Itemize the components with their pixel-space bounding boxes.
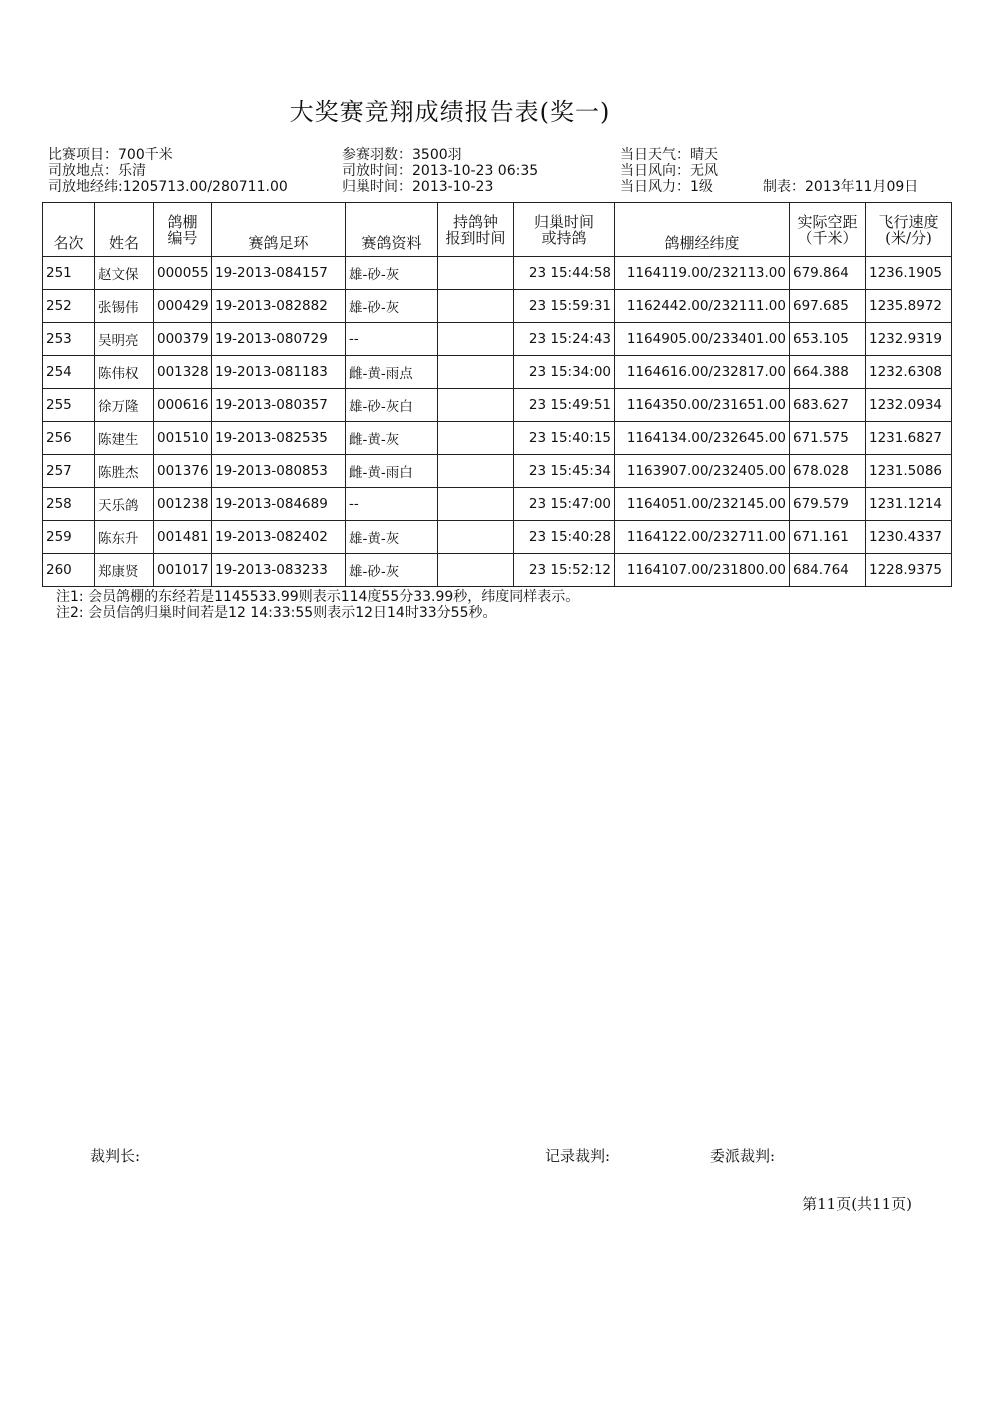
cell-info: 雌-黄-灰 [346, 422, 438, 455]
table-row [43, 521, 952, 554]
cell-speed: 1236.1905 [866, 257, 952, 290]
cell-ring: 19-2013-080357 [212, 389, 346, 422]
cell-loft-id: 001376 [154, 455, 212, 488]
cell-loft-id: 001481 [154, 521, 212, 554]
header-speed: 飞行速度 (米/分) [866, 203, 952, 257]
cell-info: 雄-砂-灰白 [346, 389, 438, 422]
header-distance: 实际空距 （千米） [790, 203, 866, 257]
release-time: 司放时间：2013-10-23 06:35 [342, 163, 539, 179]
cell-arrival: 23 15:40:28 [514, 521, 615, 554]
cell-name: 张锡伟 [95, 290, 154, 323]
cell-ring: 19-2013-084157 [212, 257, 346, 290]
cell-coords: 1164616.00/232817.00 [615, 356, 790, 389]
header-loft-id: 鸽棚 编号 [154, 203, 212, 257]
wind-force: 当日风力：1级 [620, 179, 713, 195]
table-row [43, 290, 952, 323]
cell-coords: 1164905.00/233401.00 [615, 323, 790, 356]
header-info: 赛鸽资料 [346, 203, 438, 257]
release-coordinates: 司放地经纬:1205713.00/280711.00 [48, 179, 288, 195]
cell-distance: 664.388 [790, 356, 866, 389]
cell-speed: 1232.9319 [866, 323, 952, 356]
cell-arrival: 23 15:24:43 [514, 323, 615, 356]
cell-loft-id: 001328 [154, 356, 212, 389]
header-name: 姓名 [95, 203, 154, 257]
cell-clock [438, 290, 514, 323]
race-item: 比赛项目：700千米 [48, 147, 173, 163]
cell-ring: 19-2013-081183 [212, 356, 346, 389]
cell-speed: 1232.0934 [866, 389, 952, 422]
cell-loft-id: 001017 [154, 554, 212, 587]
cell-clock [438, 521, 514, 554]
cell-rank: 254 [43, 356, 95, 389]
cell-name: 徐万隆 [95, 389, 154, 422]
note-1: 注1: 会员鸽棚的东经若是1145533.99则表示114度55分33.99秒，纬度同样表示。 [56, 589, 580, 605]
cell-loft-id: 001510 [154, 422, 212, 455]
table-row [43, 455, 952, 488]
cell-arrival: 23 15:52:12 [514, 554, 615, 587]
cell-name: 赵文保 [95, 257, 154, 290]
cell-speed: 1231.1214 [866, 488, 952, 521]
cell-ring: 19-2013-082882 [212, 290, 346, 323]
cell-arrival: 23 15:45:34 [514, 455, 615, 488]
cell-rank: 260 [43, 554, 95, 587]
cell-distance: 653.105 [790, 323, 866, 356]
cell-ring: 19-2013-083233 [212, 554, 346, 587]
chief-referee-label: 裁判长: [90, 1147, 141, 1165]
cell-rank: 258 [43, 488, 95, 521]
recording-referee-label: 记录裁判: [545, 1147, 611, 1165]
cell-name: 陈胜杰 [95, 455, 154, 488]
cell-clock [438, 323, 514, 356]
cell-speed: 1232.6308 [866, 356, 952, 389]
header-ring: 赛鸽足环 [212, 203, 346, 257]
cell-arrival: 23 15:59:31 [514, 290, 615, 323]
cell-clock [438, 356, 514, 389]
cell-info: 雄-黄-灰 [346, 521, 438, 554]
cell-clock [438, 422, 514, 455]
entry-count: 参赛羽数：3500羽 [342, 147, 462, 163]
cell-rank: 259 [43, 521, 95, 554]
table-header-row [43, 203, 952, 257]
cell-coords: 1164107.00/231800.00 [615, 554, 790, 587]
cell-distance: 671.575 [790, 422, 866, 455]
cell-distance: 679.864 [790, 257, 866, 290]
cell-ring: 19-2013-082402 [212, 521, 346, 554]
cell-clock [438, 389, 514, 422]
table-row [43, 257, 952, 290]
cell-loft-id: 000429 [154, 290, 212, 323]
note-2: 注2: 会员信鸽归巢时间若是12 14:33:55则表示12日14时33分55秒。 [56, 605, 497, 621]
cell-clock [438, 488, 514, 521]
info-block-right [620, 147, 718, 195]
release-location: 司放地点：乐清 [48, 163, 146, 179]
cell-arrival: 23 15:47:00 [514, 488, 615, 521]
cell-speed: 1235.8972 [866, 290, 952, 323]
header-clock: 持鸽钟 报到时间 [438, 203, 514, 257]
cell-coords: 1162442.00/232111.00 [615, 290, 790, 323]
table-row [43, 554, 952, 587]
cell-info: 雄-砂-灰 [346, 257, 438, 290]
cell-distance: 678.028 [790, 455, 866, 488]
cell-rank: 253 [43, 323, 95, 356]
cell-arrival: 23 15:34:00 [514, 356, 615, 389]
cell-coords: 1164051.00/232145.00 [615, 488, 790, 521]
cell-speed: 1230.4337 [866, 521, 952, 554]
notes [56, 589, 579, 621]
cell-name: 陈伟权 [95, 356, 154, 389]
cell-info: 雌-黄-雨白 [346, 455, 438, 488]
header-arrival: 归巢时间 或持鸽 [514, 203, 615, 257]
cell-arrival: 23 15:44:58 [514, 257, 615, 290]
results-table [42, 202, 952, 587]
cell-clock [438, 455, 514, 488]
cell-name: 陈东升 [95, 521, 154, 554]
table-row [43, 356, 952, 389]
cell-name: 天乐鸽 [95, 488, 154, 521]
delegated-referee-label: 委派裁判: [710, 1147, 776, 1165]
cell-distance: 671.161 [790, 521, 866, 554]
cell-distance: 684.764 [790, 554, 866, 587]
page-number: 第11页(共11页) [802, 1195, 912, 1213]
cell-clock [438, 554, 514, 587]
cell-speed: 1231.6827 [866, 422, 952, 455]
cell-arrival: 23 15:49:51 [514, 389, 615, 422]
cell-info: -- [346, 488, 438, 521]
cell-ring: 19-2013-082535 [212, 422, 346, 455]
cell-speed: 1231.5086 [866, 455, 952, 488]
cell-ring: 19-2013-084689 [212, 488, 346, 521]
cell-name: 吴明亮 [95, 323, 154, 356]
cell-clock [438, 257, 514, 290]
cell-ring: 19-2013-080853 [212, 455, 346, 488]
cell-distance: 679.579 [790, 488, 866, 521]
info-block-middle [342, 147, 538, 195]
weather: 当日天气：晴天 [620, 147, 718, 163]
cell-distance: 683.627 [790, 389, 866, 422]
made-date: 制表：2013年11月09日 [763, 179, 919, 195]
wind-direction: 当日风向：无风 [620, 163, 718, 179]
cell-loft-id: 000379 [154, 323, 212, 356]
cell-coords: 1164122.00/232711.00 [615, 521, 790, 554]
homing-date: 归巢时间：2013-10-23 [342, 179, 494, 195]
cell-rank: 257 [43, 455, 95, 488]
info-block-left [48, 147, 288, 195]
header-coords: 鸽棚经纬度 [615, 203, 790, 257]
cell-distance: 697.685 [790, 290, 866, 323]
table-row [43, 488, 952, 521]
cell-rank: 255 [43, 389, 95, 422]
table-row [43, 389, 952, 422]
cell-loft-id: 001238 [154, 488, 212, 521]
cell-rank: 256 [43, 422, 95, 455]
cell-loft-id: 000055 [154, 257, 212, 290]
table-row [43, 422, 952, 455]
cell-loft-id: 000616 [154, 389, 212, 422]
cell-info: -- [346, 323, 438, 356]
page-title: 大奖赛竞翔成绩报告表(奖一) [289, 98, 611, 126]
cell-info: 雄-砂-灰 [346, 290, 438, 323]
header-rank: 名次 [43, 203, 95, 257]
cell-info: 雄-砂-灰 [346, 554, 438, 587]
cell-speed: 1228.9375 [866, 554, 952, 587]
cell-rank: 252 [43, 290, 95, 323]
cell-arrival: 23 15:40:15 [514, 422, 615, 455]
table-row [43, 323, 952, 356]
cell-rank: 251 [43, 257, 95, 290]
cell-name: 陈建生 [95, 422, 154, 455]
cell-coords: 1164134.00/232645.00 [615, 422, 790, 455]
cell-coords: 1164350.00/231651.00 [615, 389, 790, 422]
cell-ring: 19-2013-080729 [212, 323, 346, 356]
cell-coords: 1163907.00/232405.00 [615, 455, 790, 488]
cell-info: 雌-黄-雨点 [346, 356, 438, 389]
cell-name: 郑康贤 [95, 554, 154, 587]
cell-coords: 1164119.00/232113.00 [615, 257, 790, 290]
